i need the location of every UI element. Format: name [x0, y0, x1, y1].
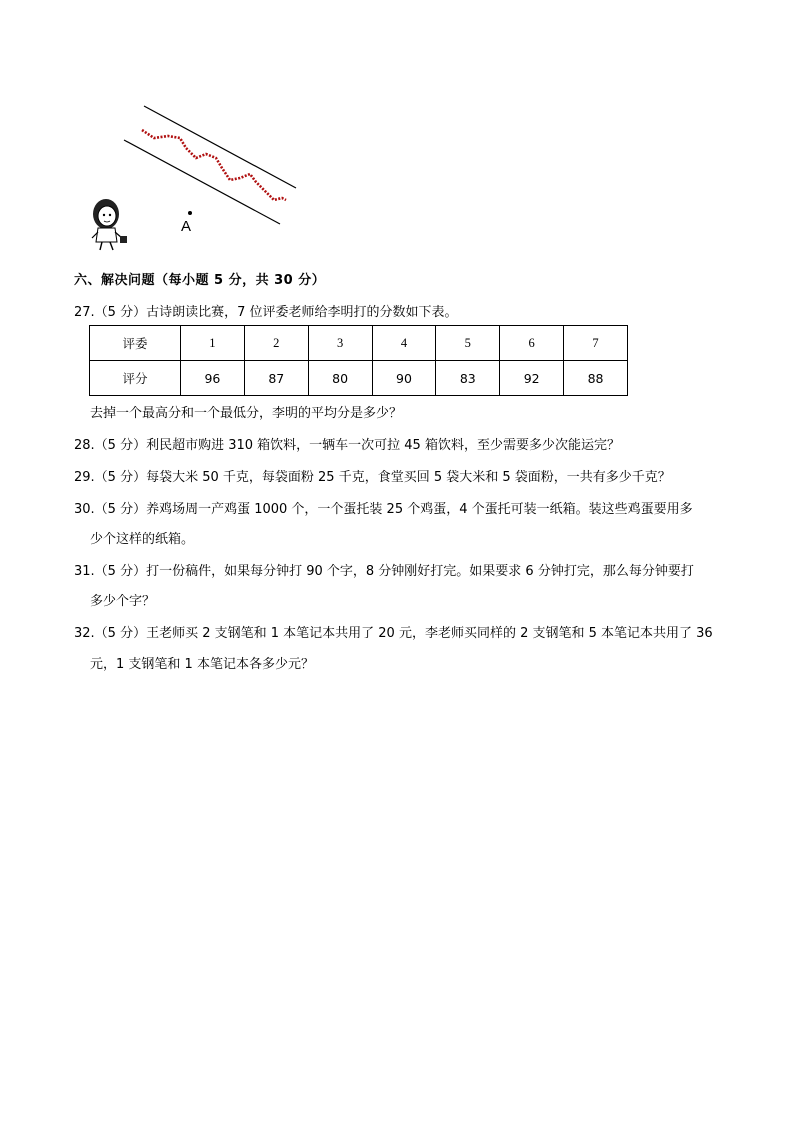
- table-row: [90, 361, 628, 396]
- table-row-label: 评分: [90, 361, 181, 396]
- score-cell: 88: [564, 361, 628, 396]
- wavy-path-icon: [142, 130, 286, 200]
- question-32-line-1: 32.（5 分）王老师买 2 支钢笔和 1 本笔记本共用了 20 元，李老师买同样的 2 支钢笔和 5 本笔记本共用了 36: [74, 626, 713, 641]
- question-31-line-1: 31.（5 分）打一份稿件，如果每分钟打 90 个字，8 分钟刚好打完。如果要求 6 分钟打完，那么每分钟要打: [74, 564, 694, 579]
- score-cell: 96: [181, 361, 245, 396]
- girl-figure-icon: [92, 199, 127, 250]
- score-cell: 83: [436, 361, 500, 396]
- table-row: [90, 326, 628, 361]
- upper-bank-line: [144, 106, 296, 188]
- lower-bank-line: [124, 140, 280, 224]
- question-29: 29.（5 分）每袋大米 50 千克，每袋面粉 25 千克，食堂买回 5 袋大米和 5 袋面粉，一共有多少千克？: [74, 470, 671, 485]
- question-32-line-2: 元，1 支钢笔和 1 本笔记本各多少元？: [90, 657, 314, 672]
- judge-cell: 3: [308, 326, 372, 361]
- judge-cell: 4: [372, 326, 436, 361]
- score-cell: 87: [244, 361, 308, 396]
- point-a-icon: [188, 211, 192, 215]
- question-27: 27.（5 分）古诗朗读比赛，7 位评委老师给李明打的分数如下表。: [74, 305, 458, 320]
- question-27-followup: 去掉一个最高分和一个最低分，李明的平均分是多少？: [90, 406, 403, 421]
- question-30-line-2: 少个这样的纸箱。: [90, 532, 195, 547]
- judge-cell: 1: [181, 326, 245, 361]
- judge-cell: 7: [564, 326, 628, 361]
- point-a-label: A: [181, 218, 192, 235]
- river-figure: [88, 102, 308, 252]
- score-table: [89, 325, 628, 396]
- judge-cell: 5: [436, 326, 500, 361]
- judge-cell: 6: [500, 326, 564, 361]
- table-row-label: 评委: [90, 326, 181, 361]
- score-cell: 90: [372, 361, 436, 396]
- question-31-line-2: 多少个字？: [90, 594, 156, 609]
- score-cell: 80: [308, 361, 372, 396]
- question-28: 28.（5 分）利民超市购进 310 箱饮料，一辆车一次可拉 45 箱饮料，至少需要多少次能运完？: [74, 438, 620, 453]
- score-cell: 92: [500, 361, 564, 396]
- question-30-line-1: 30.（5 分）养鸡场周一产鸡蛋 1000 个，一个蛋托装 25 个鸡蛋，4 个蛋托可装一纸箱。装这些鸡蛋要用多: [74, 502, 693, 517]
- section-title: 六、解决问题（每小题 5 分，共 30 分）: [74, 273, 326, 288]
- judge-cell: 2: [244, 326, 308, 361]
